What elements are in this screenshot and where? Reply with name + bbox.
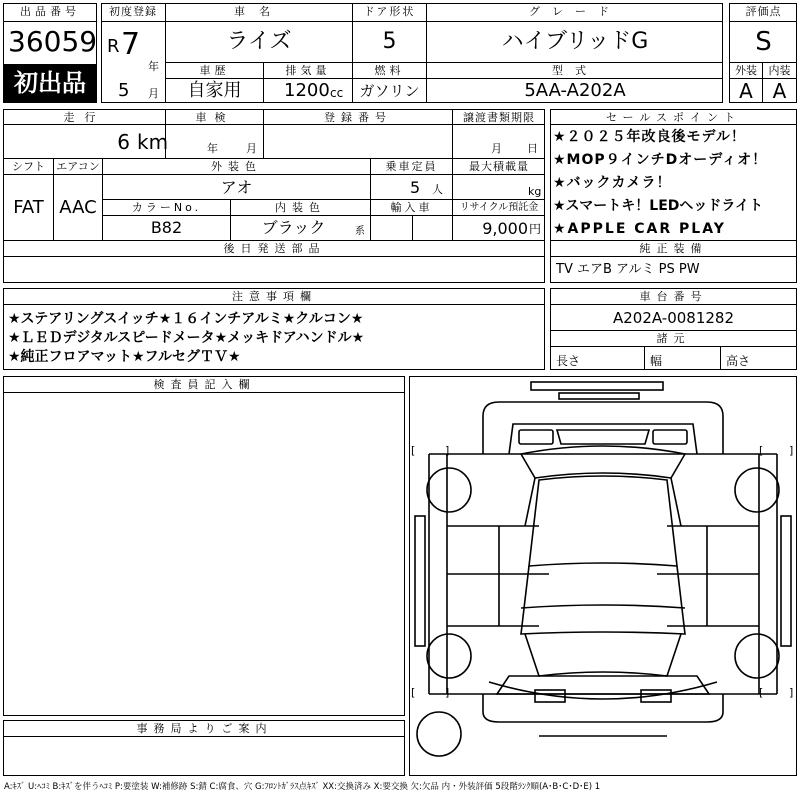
- transfer-deadline-label: 譲渡書類期限: [463, 111, 535, 124]
- car-name: ライズ: [226, 29, 292, 54]
- door-type-label: ドア形状: [363, 5, 416, 18]
- recycle-deposit: 9,000: [482, 219, 528, 238]
- svg-text:]: ]: [789, 444, 794, 457]
- notes-line: ★ＬＥＤデジタルスピードメータ★メッキドアハンドル★: [8, 330, 365, 346]
- transfer-month-unit: 月: [491, 142, 502, 155]
- registration-year-unit: 年: [148, 60, 159, 73]
- svg-text:[: [: [411, 686, 416, 699]
- sales-point-line: ★スマートキ！LEDヘッドライト: [553, 198, 763, 214]
- capacity-unit: 人: [432, 183, 443, 196]
- chassis-number: A202A-0081282: [612, 309, 735, 327]
- score-label: 評価点: [745, 5, 782, 18]
- car-name-label: 車名: [234, 5, 284, 18]
- model-value: 5AA-A202A: [524, 80, 626, 101]
- aircon-value: AAC: [59, 197, 97, 218]
- recycle-deposit-label: リサイクル預託金: [459, 202, 539, 213]
- svg-text:[: [: [759, 686, 764, 699]
- interior-color: ブラック: [261, 218, 326, 237]
- inspection-month-unit: 月: [246, 142, 257, 155]
- svg-text:]: ]: [445, 686, 450, 699]
- lot-number-label: 出品番号: [20, 5, 80, 18]
- grade-value: ハイブリッドG: [501, 29, 649, 54]
- mileage-unit: km: [137, 130, 169, 154]
- fuel-label: 燃料: [374, 64, 405, 77]
- factory-equipment: TV エアB アルミ PS PW: [556, 262, 700, 277]
- specifications-label: 諸元: [656, 332, 691, 345]
- inspector-notes-box: [3, 376, 405, 716]
- sales-points-label: セールスポイント: [605, 111, 741, 124]
- damage-legend: A:ｷｽﾞ U:ﾍｺﾐ B:ｷｽﾞを伴うﾍｺﾐ P:要塗装 W:補修跡 S:錆 C:腐食、穴 G:ﾌﾛﾝﾄｶﾞﾗｽ点ｷｽﾞ XX:交換済み X:要交換 欠:欠品 内・外装評価 5段階ﾗﾝｸ順(A･B･C･D･E) 1: [4, 782, 601, 792]
- later-parts-label: 後日発送部品: [223, 242, 326, 255]
- transfer-day-unit: 日: [527, 142, 538, 155]
- notes-line: ★ステアリングスイッチ★１６インチアルミ★クルコン★: [8, 311, 364, 327]
- import-car-label: 輸入車: [390, 201, 433, 214]
- inspection-year-unit: 年: [207, 142, 218, 155]
- displacement-unit: cc: [330, 86, 344, 100]
- factory-equipment-label: 純正装備: [639, 242, 708, 255]
- max-load-label: 最大積載量: [469, 160, 529, 173]
- sales-point-line: ★２０２５年改良後モデル！: [553, 129, 746, 145]
- exterior-color: アオ: [220, 178, 253, 197]
- chassis-number-label: 車台番号: [639, 290, 708, 303]
- length-label: 長さ: [556, 354, 581, 368]
- color-number: B82: [150, 218, 183, 237]
- inspector-notes-label: 検査員記入欄: [153, 378, 256, 391]
- inspection-label: 車検: [195, 111, 234, 124]
- registration-number-label: 登録番号: [324, 111, 392, 124]
- history-value: 自家用: [187, 80, 242, 101]
- svg-text:[: [: [759, 444, 764, 457]
- exterior-label: 外装: [735, 64, 757, 77]
- first-registration-label: 初度登録: [109, 5, 157, 18]
- grade-label: グレード: [529, 5, 621, 18]
- capacity-label: 乗車定員: [385, 160, 438, 173]
- displacement-label: 排気量: [285, 64, 331, 77]
- first-listing-label: 初出品: [14, 69, 86, 97]
- shift-label: シフト: [12, 160, 45, 173]
- width-label: 幅: [650, 354, 663, 368]
- mileage-value: 6: [117, 130, 130, 154]
- door-count: 5: [382, 29, 397, 54]
- model-label: 型式: [552, 64, 598, 77]
- interior-label: 内装: [768, 64, 791, 77]
- capacity-value: 5: [410, 178, 421, 197]
- sales-point-line: ★バックカメラ！: [553, 175, 672, 191]
- interior-color-suffix: 系: [355, 226, 365, 237]
- height-label: 高さ: [726, 354, 751, 368]
- registration-month-unit: 月: [148, 87, 159, 100]
- history-label: 車歴: [199, 64, 230, 77]
- score-value: S: [755, 27, 772, 57]
- svg-text:[: [: [411, 444, 416, 457]
- exterior-color-label: 外装色: [211, 160, 262, 173]
- max-load-unit: kg: [528, 185, 542, 198]
- svg-text:]: ]: [445, 444, 450, 457]
- notes-line: ★純正フロアマット★フルセグＴＶ★: [8, 349, 241, 365]
- sales-point-line: ★MOP９インチDオーディオ！: [553, 152, 768, 168]
- recycle-deposit-unit: 円: [529, 222, 542, 236]
- fuel-value: ガソリン: [359, 82, 420, 100]
- exterior-score: A: [739, 80, 753, 102]
- svg-text:]: ]: [789, 686, 794, 699]
- interior-score: A: [772, 80, 787, 102]
- color-number-label: カラーNo.: [131, 201, 202, 214]
- lot-number: 36059: [8, 25, 98, 58]
- era-letter: R: [107, 36, 120, 57]
- sales-point-line: ★APPLE CAR PLAY: [553, 221, 726, 237]
- interior-color-label: 内装色: [275, 201, 326, 214]
- displacement-value: 1200: [284, 80, 330, 101]
- aircon-label: エアコン: [56, 160, 100, 173]
- notes-label: 注意事項欄: [232, 290, 317, 303]
- office-notice-label: 事務局よりご案内: [136, 722, 273, 735]
- registration-year: 7: [121, 28, 141, 62]
- shift-value: FAT: [13, 197, 44, 218]
- car-body-diagram: [409, 376, 797, 776]
- mileage-label: 走行: [63, 111, 106, 124]
- registration-month: 5: [118, 80, 130, 101]
